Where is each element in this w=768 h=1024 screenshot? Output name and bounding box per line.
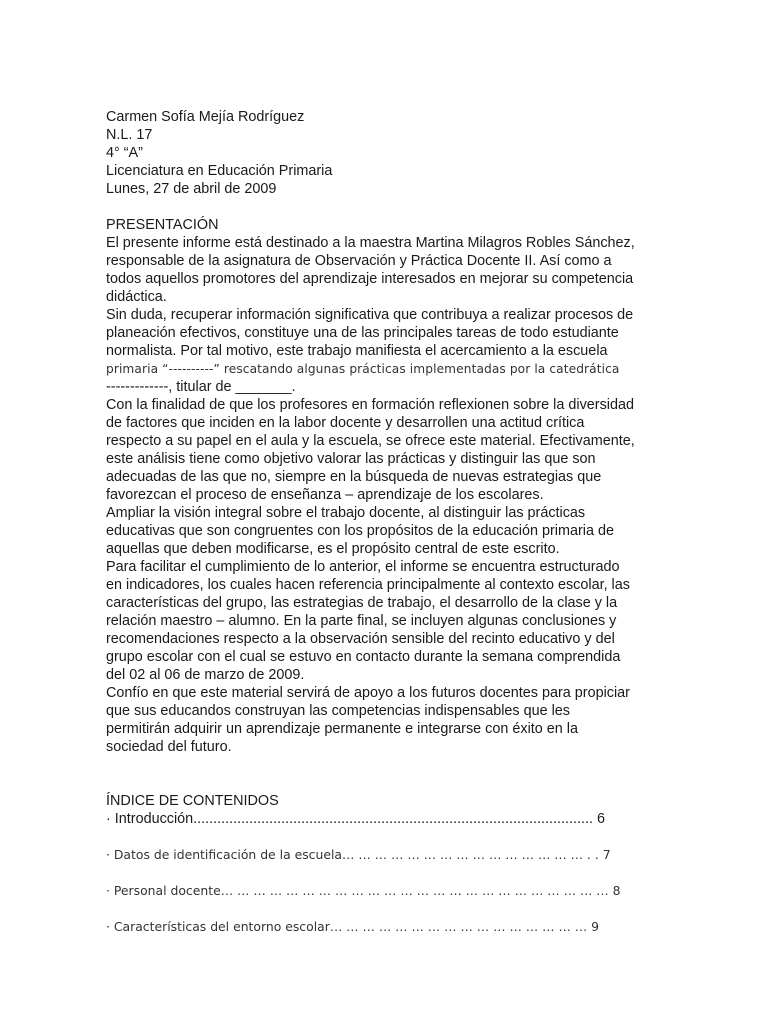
paragraph-line: educativas que son congruentes con los propósitos de la educación primaria de (106, 523, 614, 539)
degree-name: Licenciatura en Educación Primaria (106, 163, 333, 179)
paragraph-line: características del grupo, las estrategias de trabajo, el desarrollo de la clase y la (106, 595, 618, 611)
paragraph-line: El presente informe está destinado a la maestra Martina Milagros Robles Sánchez, (106, 235, 635, 251)
paragraph-line: Sin duda, recuperar información significativa que contribuya a realizar procesos de (106, 307, 634, 323)
paragraph-line: grupo escolar con el cual se estuvo en contacto durante la semana comprendida (106, 649, 621, 665)
toc-entry: · Datos de identificación de la escuela… … … … … … … … … … … … … … … . . 7 (106, 847, 611, 862)
paragraph-line: Ampliar la visión integral sobre el trabajo docente, al distinguir las prácticas (106, 505, 586, 521)
paragraph-line: que sus educandos construyan las competencias indispensables que les (106, 703, 570, 719)
paragraph-line: adecuadas de las que no, siempre en la búsqueda de nuevas estrategias que (106, 469, 602, 485)
toc-entry: · Personal docente… … … … … … … … … … … … … … … … … … … … … … … … 8 (106, 883, 621, 898)
paragraph-line: de factores que inciden en la labor docente y desarrollen una actitud crítica (106, 415, 585, 431)
toc-entry: · Introducción.................................................................................................... 6 (106, 811, 606, 827)
author-name: Carmen Sofía Mejía Rodríguez (106, 109, 305, 125)
paragraph-line: respecto a su papel en el aula y la escuela, se ofrece este material. Efectivamente, (106, 433, 635, 449)
paragraph-line: -------------, titular de _______. (106, 379, 296, 395)
paragraph-line: didáctica. (106, 289, 167, 305)
table-of-contents (106, 792, 666, 936)
paragraph-line: relación maestro – alumno. En la parte final, se incluyen algunas conclusiones y (106, 613, 617, 629)
document-date: Lunes, 27 de abril de 2009 (106, 181, 277, 197)
group-label: 4° “A” (106, 145, 143, 161)
paragraph-line: normalista. Por tal motivo, este trabajo manifiesta el acercamiento a la escuela (106, 343, 608, 359)
paragraph-line: este análisis tiene como objetivo valorar las prácticas y distinguir las que son (106, 451, 596, 467)
paragraph-line: favorezcan el proceso de enseñanza – aprendizaje de los escolares. (106, 487, 544, 503)
header-block (106, 108, 666, 198)
paragraph-line: recomendaciones respecto a la observación sensible del recinto educativo y del (106, 631, 615, 647)
paragraph-line: todos aquellos promotores del aprendizaje interesados en mejorar su competencia (106, 271, 634, 287)
toc-entry: · Características del entorno escolar… … … … … … … … … … … … … … … … 9 (106, 919, 599, 934)
paragraph-line: permitirán adquirir un aprendizaje permanente e integrarse con éxito en la (106, 721, 578, 737)
paragraph-line: del 02 al 06 de marzo de 2009. (106, 667, 305, 683)
paragraph-line: Con la finalidad de que los profesores en formación reflexionen sobre la diversidad (106, 397, 634, 413)
paragraph-line-narrow: primaria “----------” rescatando algunas prácticas implementadas por la catedrática (106, 362, 620, 376)
paragraph-line: responsable de la asignatura de Observación y Práctica Docente II. Así como a (106, 253, 612, 269)
paragraph-line: sociedad del futuro. (106, 739, 232, 755)
paragraph-line: Confío en que este material servirá de apoyo a los futuros docentes para propiciar (106, 685, 630, 701)
presentation-title: PRESENTACIÓN (106, 217, 219, 233)
toc-title: ÍNDICE DE CONTENIDOS (106, 793, 279, 809)
paragraph-line: aquellas que deben modificarse, es el propósito central de este escrito. (106, 541, 560, 557)
paragraph-line: Para facilitar el cumplimiento de lo anterior, el informe se encuentra estructurado (106, 559, 620, 575)
paragraph-line: planeación efectivos, constituye una de las principales tareas de todo estudiante (106, 325, 619, 341)
paragraph-line: en indicadores, los cuales hacen referencia principalmente al contexto escolar, las (106, 577, 630, 593)
document-page (106, 108, 666, 954)
presentation-section (106, 216, 666, 756)
list-number: N.L. 17 (106, 127, 153, 143)
